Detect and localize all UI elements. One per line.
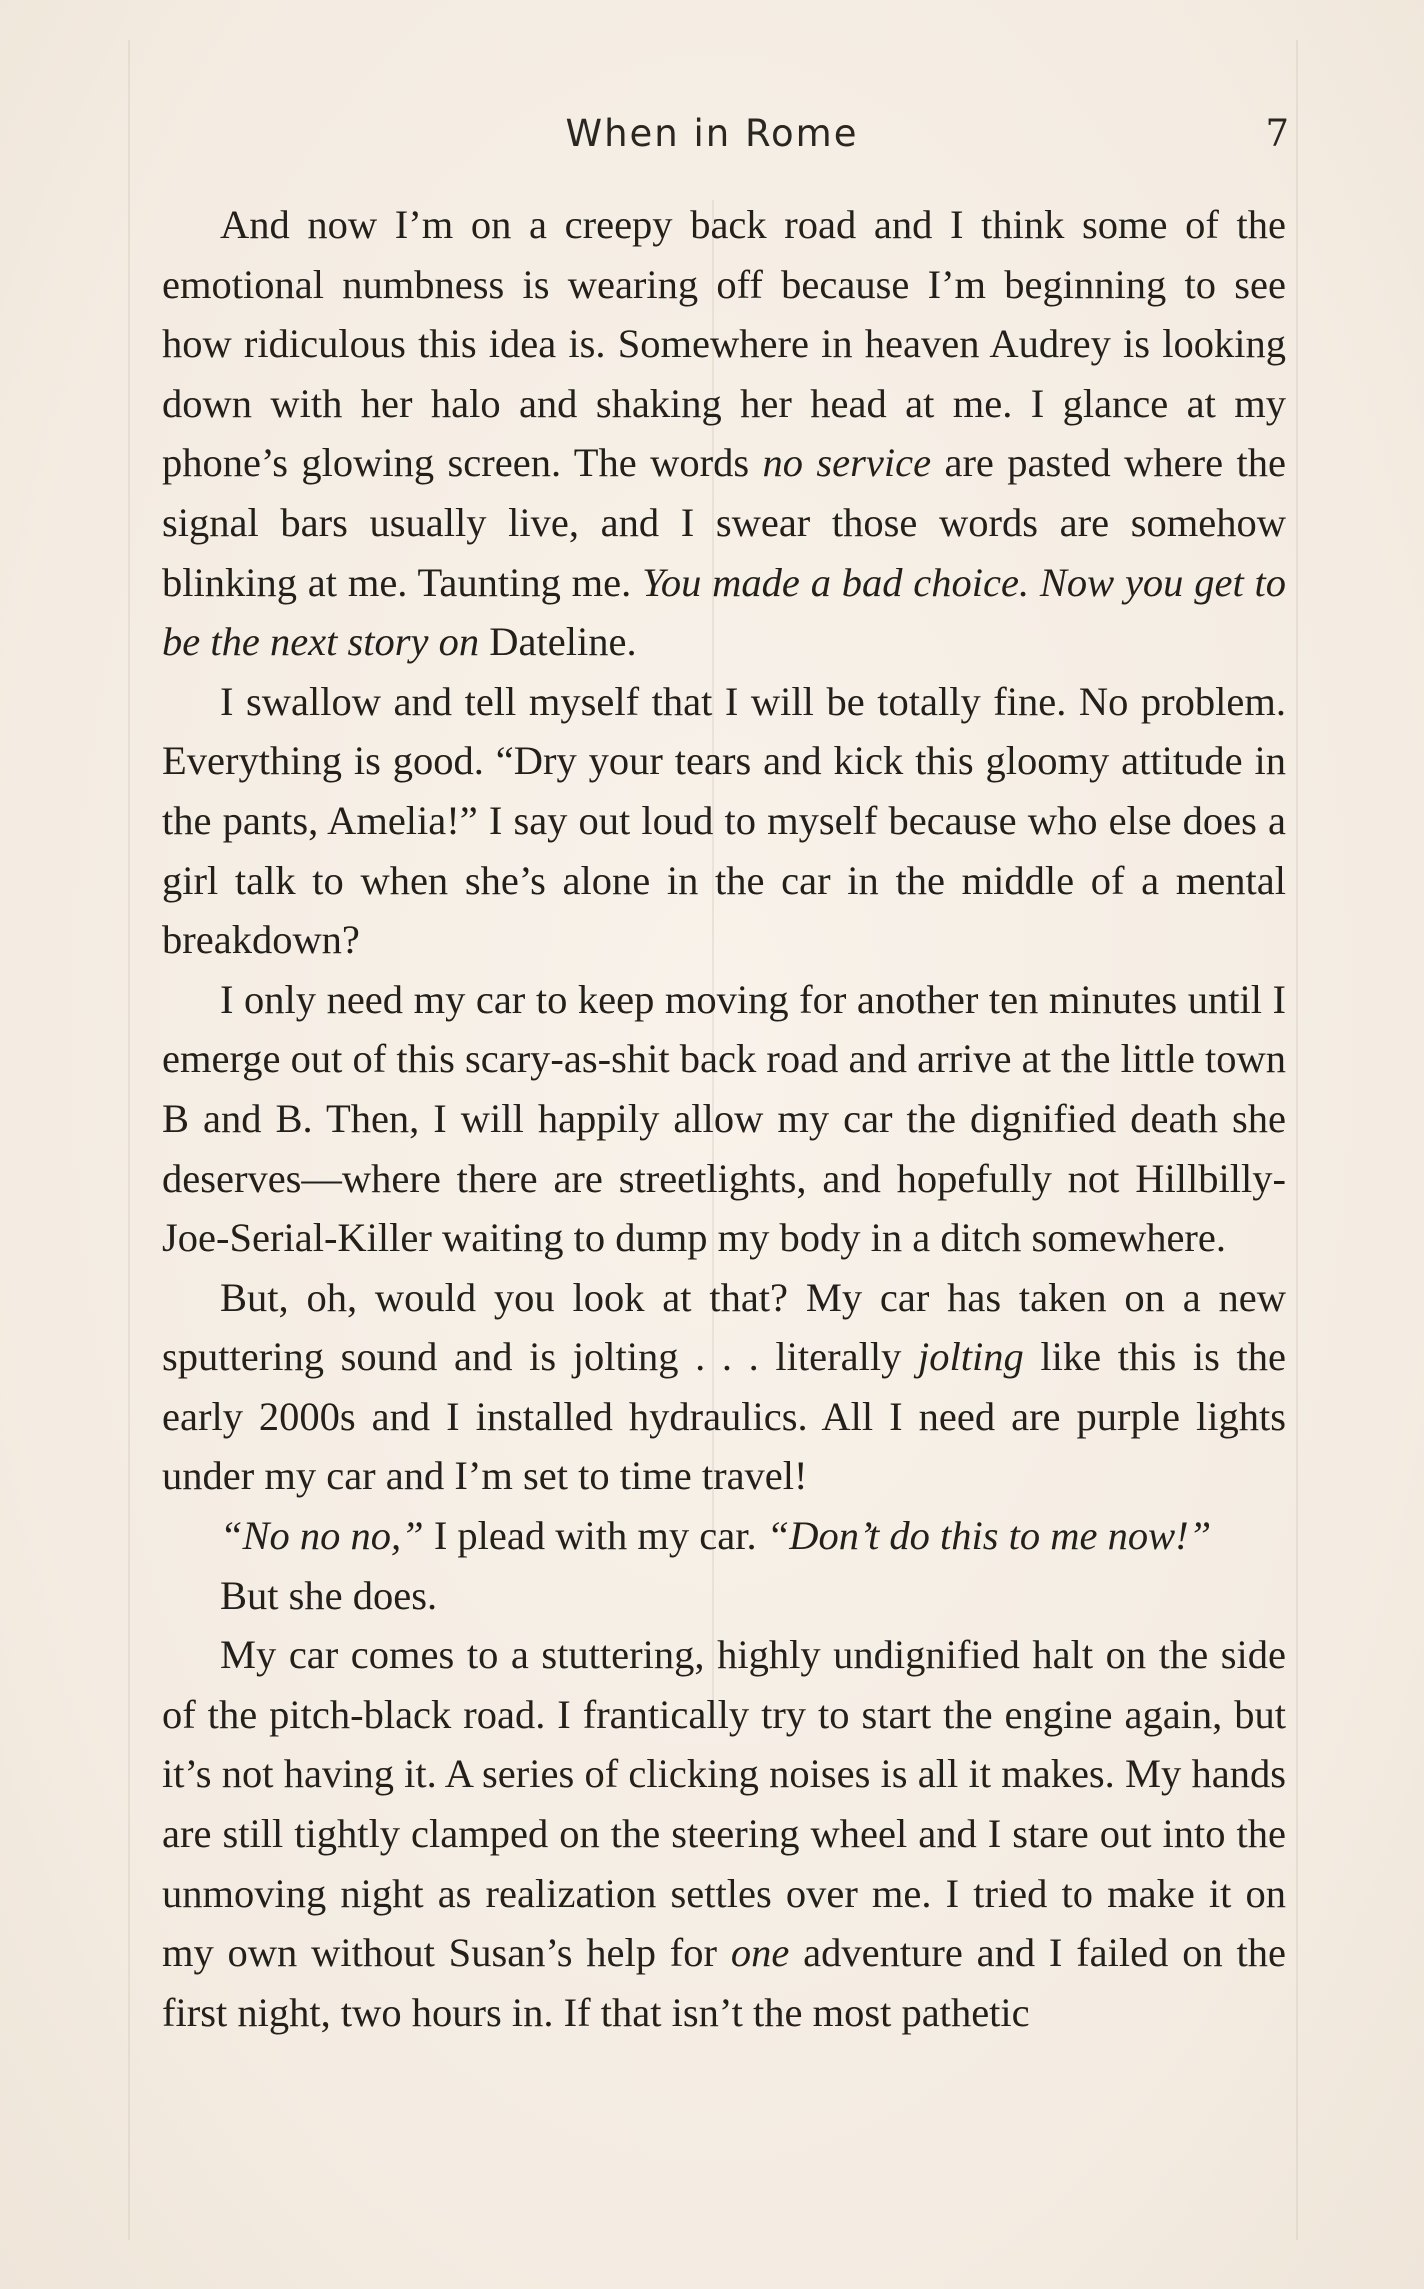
- italic-text: You made a bad choice. Now you get to be the next story on: [162, 559, 1286, 665]
- text-run: But she does.: [220, 1572, 438, 1618]
- text-run: are pasted where the signal bars usually live, and I swear those words are somehow blinking at me. Taunting me.: [162, 440, 1286, 605]
- italic-text: no service: [762, 440, 932, 486]
- italic-text: “Don’t do this to me now!”: [766, 1513, 1212, 1559]
- fold-shadow-right: [1296, 40, 1298, 2240]
- text-run: And now I’m on a creepy back road and I think some of the emotional numbness is wearing off because I’m beginning to see how ridiculous this idea is. Somewhere in heaven Audrey is looking down with her halo and shaking her head at me. I glance at my phone’s glowing screen. The words: [162, 202, 1286, 486]
- text-run: I swallow and tell myself that I will be totally fine. No problem. Everything is good. “Dry your tears and kick this gloomy attitude in the pants, Amelia!” I say out loud to myself because who else does a girl talk to when she’s alone in the car in the middle of a mental breakdown?: [162, 678, 1286, 963]
- text-run: Dateline.: [479, 619, 637, 665]
- paragraph: [162, 1506, 1286, 1566]
- fold-shadow-left: [128, 40, 130, 2240]
- text-run: My car comes to a stuttering, highly undignified halt on the side of the pitch-black road. I frantically try to start the engine again, but it’s not having it. A series of clicking noises is all it makes. My hands are still tightly clamped on the steering wheel and I stare out into the unmoving night as realization settles over me. I tried to make it on my own without Susan’s help for: [162, 1632, 1286, 1976]
- running-head: [0, 108, 1424, 168]
- body-text: [162, 195, 1286, 2042]
- text-run: like this is the early 2000s and I installed hydraulics. All I need are purple lights under my car and I’m set to time travel!: [162, 1334, 1286, 1499]
- text-run: I plead with my car.: [423, 1513, 767, 1559]
- text-run: I only need my car to keep moving for another ten minutes until I emerge out of this scary-as-shit back road and arrive at the little town B and B. Then, I will happily allow my car the dignified death she deserves—where there are streetlights, and hopefully not Hillbilly-Joe-Serial-Killer waiting to dump my body in a ditch somewhere.: [162, 976, 1286, 1261]
- paragraph: [162, 1566, 1286, 1626]
- text-run: adventure and I failed on the first night, two hours in. If that isn’t the most pathetic: [162, 1930, 1286, 2035]
- text-run: But, oh, would you look at that? My car has taken on a new sputtering sound and is jolting . . . literally: [162, 1274, 1286, 1380]
- paragraph: [162, 195, 1286, 672]
- paragraph: [162, 1625, 1286, 2042]
- paragraph: [162, 970, 1286, 1268]
- italic-text: “No no no,”: [220, 1513, 424, 1559]
- italic-text: jolting: [917, 1334, 1024, 1380]
- italic-text: one: [730, 1930, 790, 1976]
- running-head-title: When in Rome: [565, 112, 859, 155]
- paragraph: [162, 1268, 1286, 1506]
- page-number: 7: [1265, 112, 1289, 155]
- paragraph: [162, 672, 1286, 970]
